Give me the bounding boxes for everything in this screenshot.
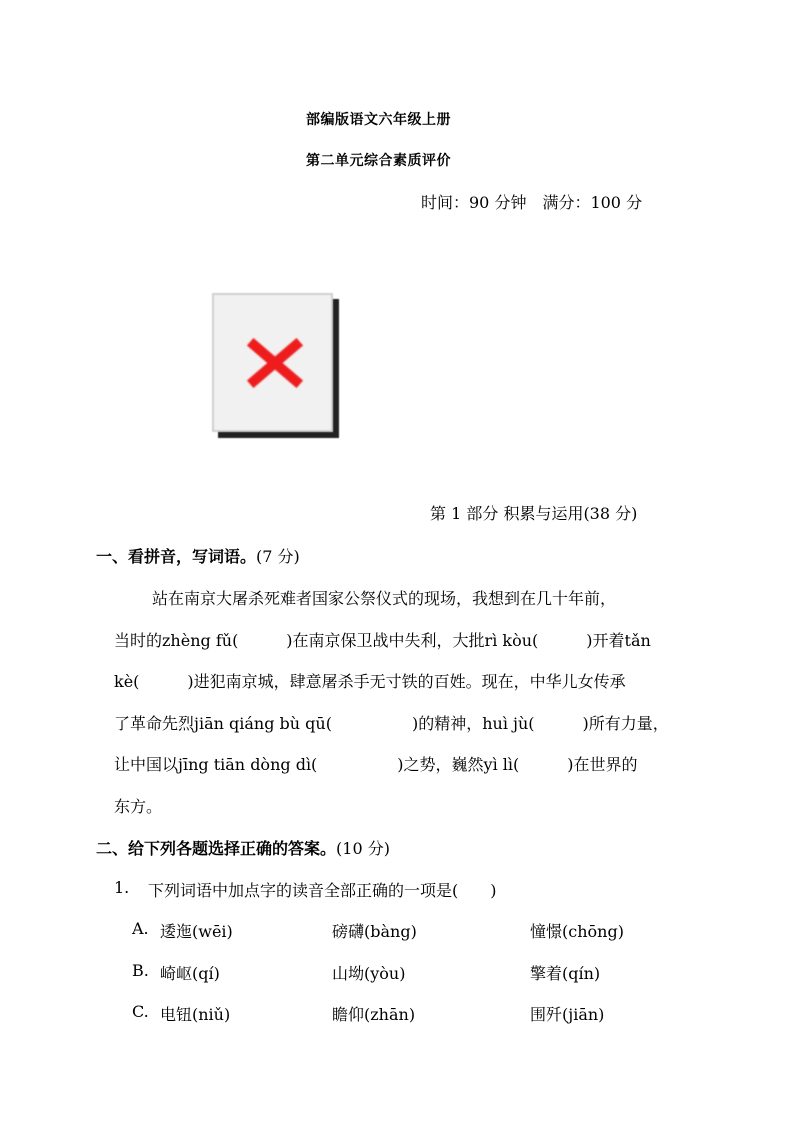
document-subtitle: 第二单元综合素质评价 [306, 153, 451, 169]
broken-image-icon [214, 295, 331, 430]
part1-heading: 第 1 部分 积累与运用(38 分) [430, 504, 638, 523]
option-a: 电钮(niǔ) [160, 1005, 231, 1024]
option-c: 围歼(jiān) [530, 1005, 605, 1024]
q2-item1-number: 1. [114, 878, 130, 897]
q1-line: kè( )进犯南京城，肆意屠杀手无寸铁的百姓。现在，中华儿女传承 [114, 672, 626, 691]
q1-heading [96, 544, 300, 567]
option-a: 逶迤(wēi) [160, 922, 233, 941]
q2-heading [96, 836, 390, 859]
document-title: 部编版语文六年级上册 [306, 112, 451, 128]
option-c: 憧憬(chōng) [530, 922, 624, 941]
q2-item1-stem: 下列词语中加点字的读音全部正确的一项是( ) [148, 881, 497, 900]
q1-line: 了革命先烈jiān qiáng bù qū( )的精神，huì jù( )所有力量， [114, 714, 669, 733]
q2-score: (10 分) [336, 839, 390, 858]
q1-heading-text: 一、看拼音，写词语。 [96, 547, 257, 566]
option-c: 擎着(qín) [530, 964, 601, 983]
option-b: 山坳(yòu) [332, 964, 406, 983]
option-label: C. [132, 1002, 149, 1021]
option-b: 磅礴(bàng) [332, 922, 417, 941]
q1-score: (7 分) [256, 547, 300, 566]
option-label: A. [132, 919, 149, 938]
q1-line: 让中国以jīng tiān dòng dì( )之势，巍然yì lì( )在世界的 [114, 755, 638, 774]
option-label: B. [132, 961, 149, 980]
time-info: 时间：90 分钟 满分：100 分 [421, 193, 643, 212]
q1-line: 站在南京大屠杀死难者国家公祭仪式的现场，我想到在几十年前， [152, 589, 617, 608]
option-b: 瞻仰(zhān) [332, 1005, 416, 1024]
q1-line: 当时的zhèng fǔ( )在南京保卫战中失利，大批rì kòu( )开着tǎn [114, 631, 651, 650]
q1-line: 东方。 [114, 797, 163, 816]
broken-image [212, 293, 337, 436]
option-a: 崎岖(qí) [160, 964, 220, 983]
q2-heading-text: 二、给下列各题选择正确的答案。 [96, 839, 337, 858]
